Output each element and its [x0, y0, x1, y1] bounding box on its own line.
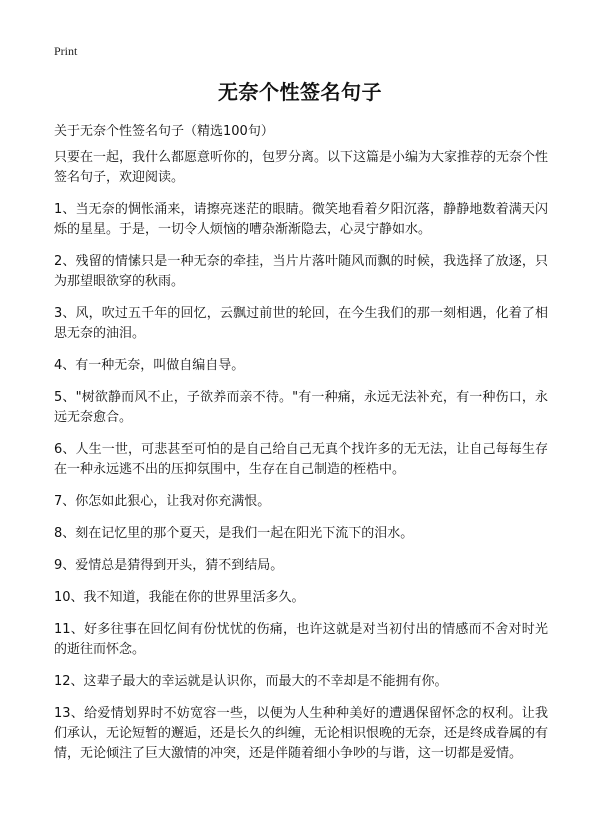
- list-item: 13、给爱情划界时不妨宽容一些，以便为人生种种美好的遭遇保留怀念的权利。让我们承认，无论短暂的邂逅，还是长久的纠缠，无论相识恨晚的无奈，还是终成眷属的有情，无论倾注了巨大激情的冲突，还是伴随着细小争吵的与谐，这一切都是爱情。: [54, 706, 549, 761]
- list-item: 5、"树欲静而风不止，子欲养而亲不待。"有一种痛，永远无法补充，有一种伤口，永远无奈愈合。: [54, 390, 548, 425]
- intro-paragraph: 只要在一起，我什么都愿意听你的，包罗分离。以下这篇是小编为大家推荐的无奈个性签名句子，欢迎阅读。: [54, 150, 549, 185]
- page-title: 无奈个性签名句子: [218, 80, 382, 104]
- print-link[interactable]: Print: [54, 44, 78, 58]
- page-subtitle: 关于无奈个性签名句子（精选100句）: [54, 124, 274, 139]
- list-item: 6、人生一世，可悲甚至可怕的是自己给自己无真个找许多的无无法，让自己每每生存在一种永远逃不出的压抑氛围中，生存在自己制造的桎梏中。: [54, 442, 548, 477]
- list-item: 8、刻在记忆里的那个夏天，是我们一起在阳光下流下的泪水。: [54, 526, 414, 541]
- list-item: 7、你怎如此狠心，让我对你充满恨。: [54, 494, 271, 509]
- list-item: 12、这辈子最大的幸运就是认识你，而最大的不幸却是不能拥有你。: [54, 674, 448, 689]
- list-item: 11、好多往事在回忆间有份忧忧的伤痛，也许这就是对当初付出的情感而不舍对时光的逝往而怀念。: [54, 622, 548, 657]
- list-item: 3、风，吹过五千年的回忆，云飘过前世的轮回，在今生我们的那一刻相遇，化着了相思无奈的油泪。: [54, 306, 548, 341]
- document-body: [54, 148, 548, 776]
- list-item: 1、当无奈的惆怅涌来，请擦亮迷茫的眼睛。微笑地看着夕阳沉落，静静地数着满天闪烁的星星。于是，一切令人烦恼的嘈杂渐渐隐去，心灵宁静如水。: [54, 202, 548, 237]
- list-item: 9、爱情总是猜得到开头，猜不到结局。: [54, 558, 284, 573]
- list-item: 10、我不知道，我能在你的世界里活多久。: [54, 590, 305, 605]
- list-item: 2、残留的情愫只是一种无奈的牵挂，当片片落叶随风而飘的时候，我选择了放逐，只为那望眼欲穿的秋雨。: [54, 254, 548, 289]
- list-item: 4、有一种无奈，叫做自编自导。: [54, 358, 245, 373]
